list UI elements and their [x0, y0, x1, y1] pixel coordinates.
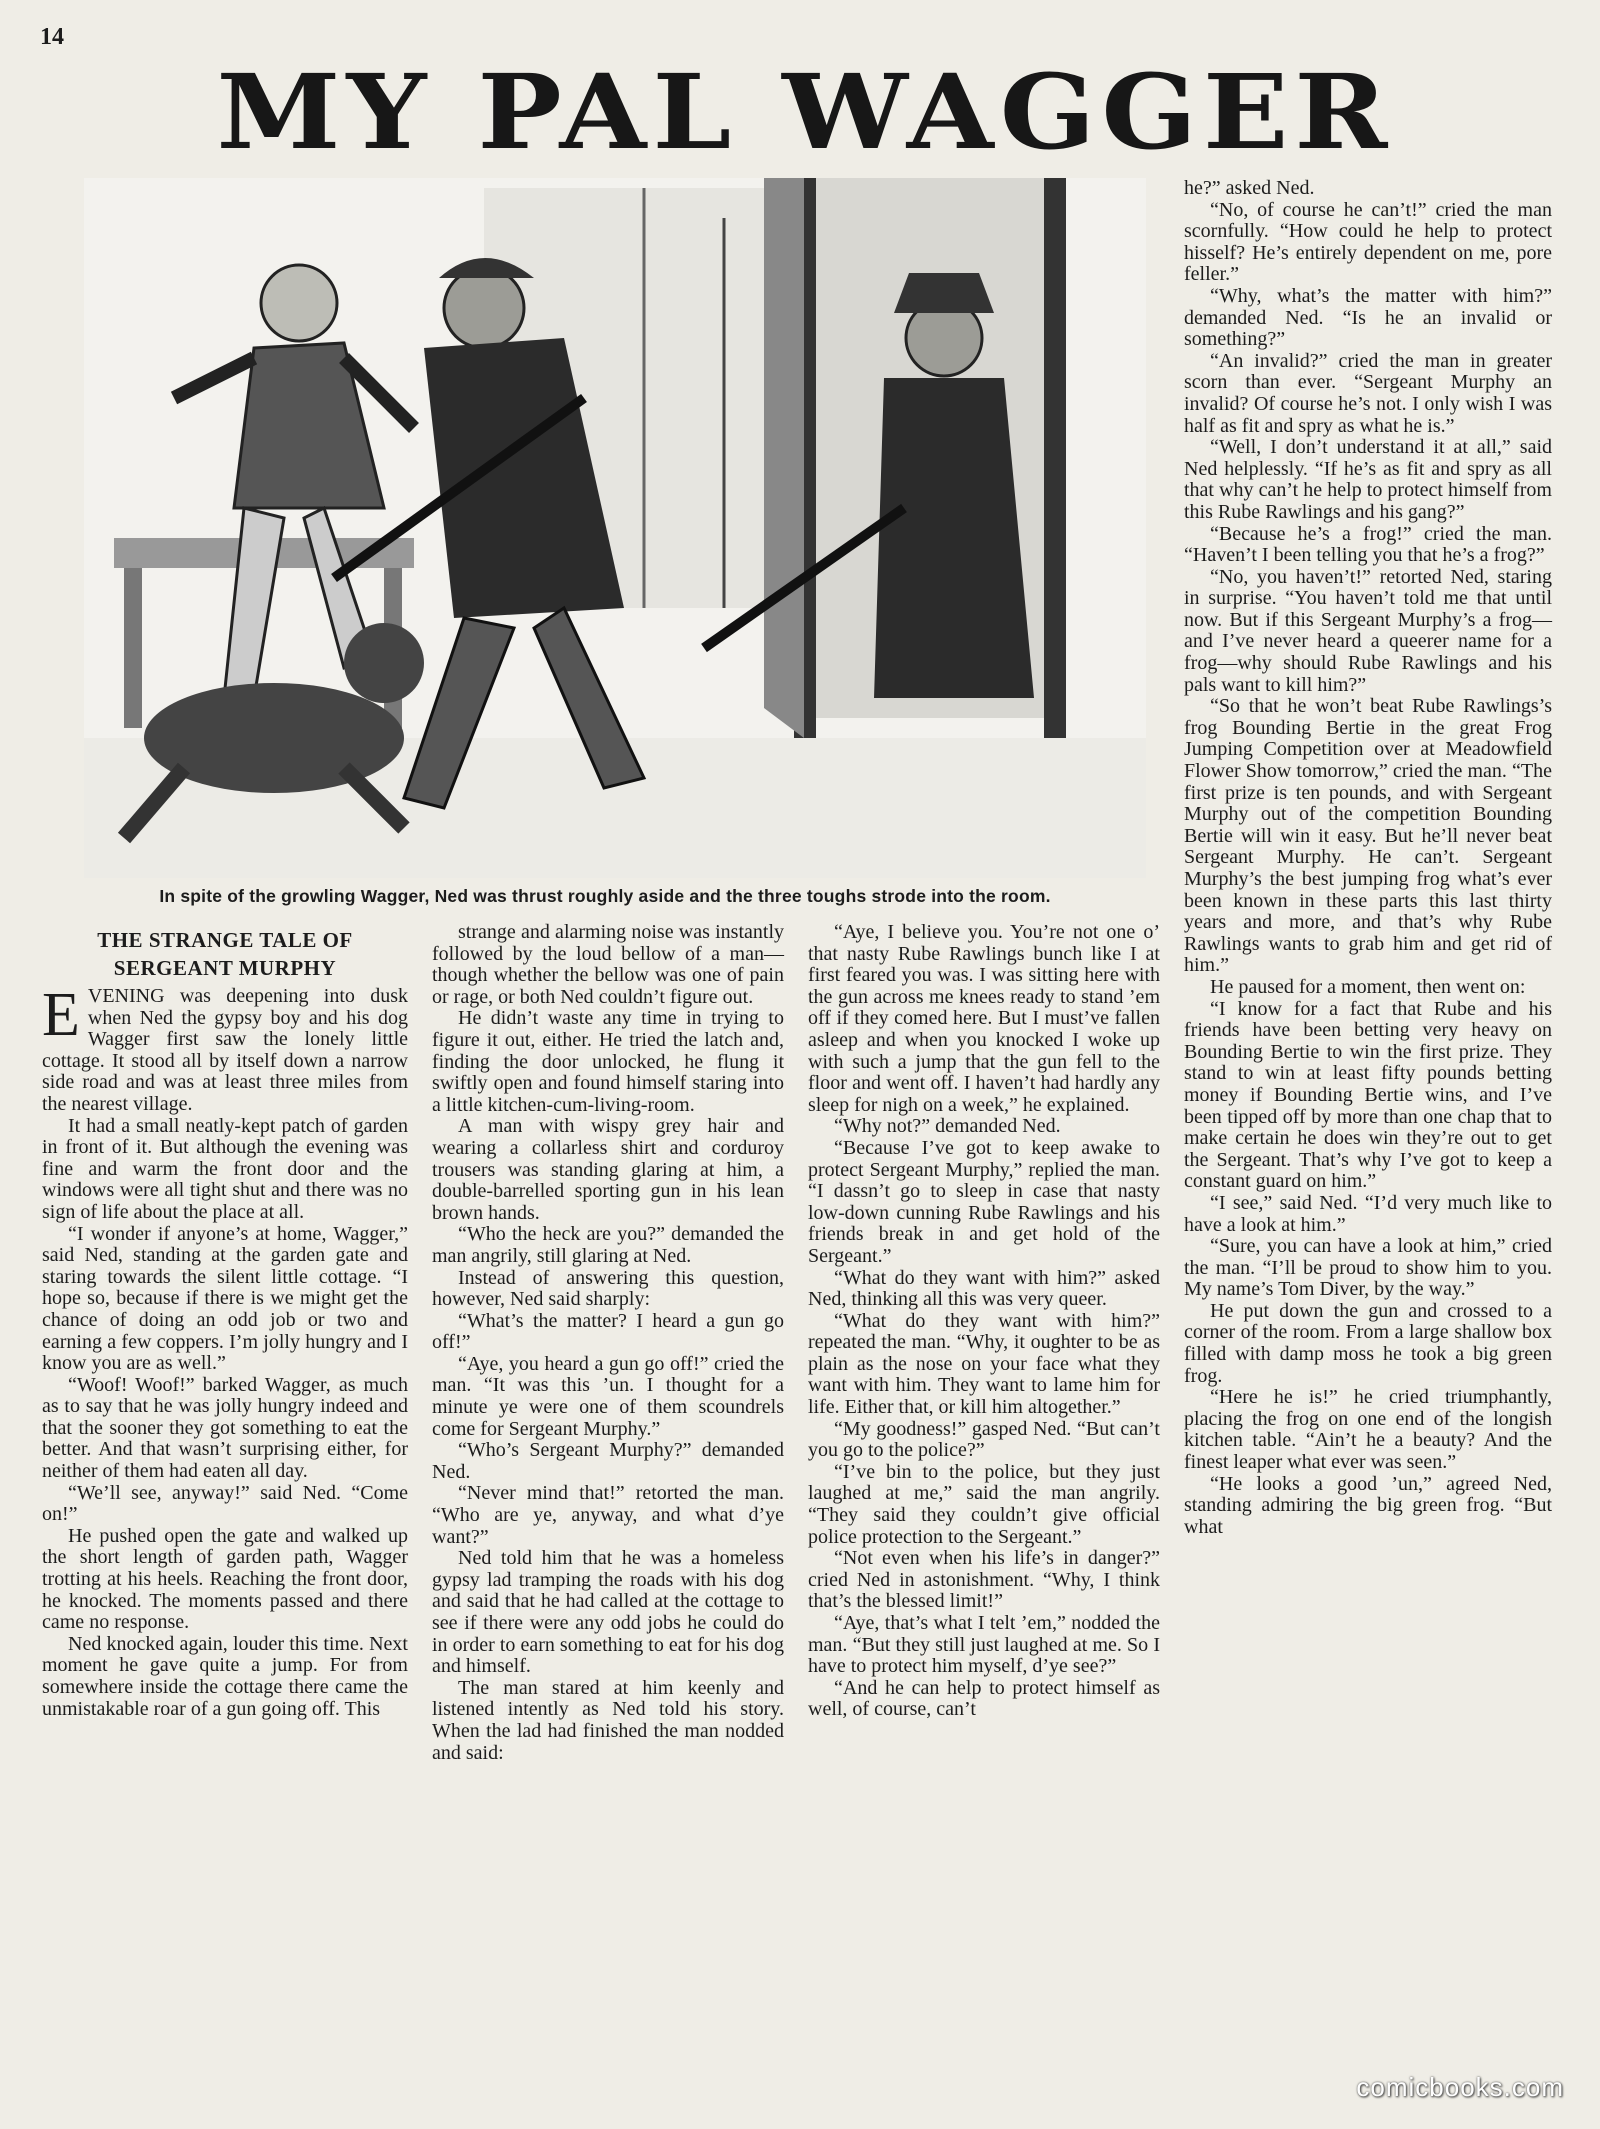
- story-paragraph: “Aye, that’s what I telt ’em,” nodded the man. “But they still just laughed at me. So I have to protect him myself, d’ye see?”: [808, 1612, 1160, 1678]
- story-paragraph: Ned knocked again, louder this time. Next moment he gave quite a jump. For from somewhere inside the cottage there came the unmistakable roar of a gun going off. This: [42, 1632, 408, 1720]
- opening-paragraph-text: VENING was deepening into dusk when Ned the gypsy boy and his dog Wagger first saw the lonely little cottage. It stood all by itself down a narrow side road and was at least three miles from the nearest village.: [42, 985, 408, 1115]
- story-paragraph: “What’s the matter? I heard a gun go off!”: [432, 1309, 784, 1354]
- story-paragraph: A man with wispy grey hair and wearing a collarless shirt and corduroy trousers was standing glaring at him, a double-barrelled sporting gun in his lean brown hands.: [432, 1115, 784, 1224]
- story-paragraph: “An invalid?” cried the man in greater scorn than ever. “Sergeant Murphy an invalid? Of course he’s not. I only wish I was half as fit and spry as what he is.”: [1184, 349, 1552, 437]
- illustration-caption: In spite of the growling Wagger, Ned was thrust roughly aside and the three toughs strode into the room.: [159, 886, 1051, 906]
- opening-paragraph: [42, 981, 408, 1116]
- story-paragraph: “He looks a good ’un,” agreed Ned, standing admiring the big green frog. “But what: [1184, 1472, 1552, 1538]
- story-paragraph: “And he can help to protect himself as well, of course, can’t: [808, 1676, 1160, 1721]
- story-paragraph: he?” asked Ned.: [1184, 177, 1315, 199]
- story-paragraph: Ned told him that he was a homeless gypsy lad tramping the roads with his dog and said that he had called at the cottage to see if there were any odd jobs he could do in order to earn something to eat for his dog and himself.: [432, 1547, 784, 1678]
- story-paragraph: “Because I’ve got to keep awake to protect Sergeant Murphy,” replied the man. “I dassn’t go to sleep in case that nasty low-down cunning Rube Rawlings and his friends break in and get hold of the Sergeant.”: [808, 1136, 1160, 1267]
- column-1-paragraphs: [42, 1116, 408, 1721]
- story-paragraph: “Why, what’s the matter with him?” demanded Ned. “Is he an invalid or something?”: [1184, 284, 1552, 351]
- story-paragraph: He pushed open the gate and walked up the short length of garden path, Wagger trotting at his heels. Reaching the front door, he knocked. The moments passed and there came no response.: [42, 1524, 408, 1634]
- story-paragraph: “No, of course he can’t!” cried the man scornfully. “How could he help to protect hisself? He’s entirely dependent on me, pore feller.”: [1184, 198, 1552, 286]
- story-paragraph: “Well, I don’t understand it at all,” said Ned helplessly. “If he’s as fit and spry as all that why can’t he help to protect himself from this Rube Rawlings and his gang?”: [1184, 436, 1552, 523]
- text-column-3: [808, 922, 1160, 1721]
- page-number: 14: [40, 24, 64, 50]
- drop-cap: E: [42, 981, 80, 1049]
- story-paragraph: “Because he’s a frog!” cried the man. “Haven’t I been telling you that he’s a frog?”: [1184, 522, 1552, 567]
- illustration-drawing: [84, 178, 1146, 878]
- story-illustration: [84, 178, 1146, 878]
- story-paragraph: “Woof! Woof!” barked Wagger, as much as to say that he was jolly hungry indeed and that the sooner they got something to eat the better. And that wasn’t surprising either, for neither of them had eaten all day.: [42, 1373, 408, 1483]
- text-column-1: [42, 922, 408, 1720]
- story-paragraph: The man stared at him keenly and listened intently as Ned told his story. When the lad had finished the man nodded and said:: [432, 1676, 784, 1764]
- section-heading-line-1: THE STRANGE TALE OF: [97, 928, 353, 952]
- story-paragraph: “I know for a fact that Rube and his friends have been betting very heavy on Bounding Bertie to win the first prize. They stand to win at least fifty pounds betting money if Bounding Bertie wins, and I’ve been tipped off by more than one chap that to make certain he does win they’re out to get the Sergeant. That’s why I’ve got to keep a constant guard on him.”: [1184, 997, 1552, 1193]
- story-paragraph: “I’ve bin to the police, but they just laughed at me,” said the man angrily. “They said they couldn’t give official police protection to the Sergeant.”: [808, 1460, 1160, 1548]
- story-paragraph: “I see,” said Ned. “I’d very much like to have a look at him.”: [1184, 1191, 1552, 1236]
- story-paragraph: “Who’s Sergeant Murphy?” demanded Ned.: [432, 1439, 784, 1483]
- story-paragraph: He put down the gun and crossed to a corner of the room. From a large shallow box filled with damp moss he took a big green frog.: [1184, 1299, 1552, 1387]
- text-column-4: [1184, 178, 1552, 1538]
- story-paragraph: “What do they want with him?” asked Ned, thinking all this was very queer.: [808, 1266, 1160, 1311]
- story-paragraph: “Why not?” demanded Ned.: [834, 1115, 1061, 1138]
- story-paragraph: He didn’t waste any time in trying to figure it out, either. He tried the latch and, finding the door unlocked, he flung it swiftly open and found himself staring into a little kitchen-cum-living-room.: [432, 1007, 784, 1116]
- story-paragraph: “Aye, I believe you. You’re not one o’ that nasty Rube Rawlings bunch like I at first feared you was. I was sitting here with the gun across me knees ready to stand ’em off if they comed here. But I must’ve fallen asleep and when you knocked I woke up with such a jump that the gun fell to the floor and went off. I haven’t had hardly any sleep for nigh on a week,” he explained.: [808, 921, 1160, 1116]
- story-paragraph: “Who the heck are you?” demanded the man angrily, still glaring at Ned.: [432, 1223, 784, 1267]
- story-paragraph: “I wonder if anyone’s at home, Wagger,” said Ned, standing at the garden gate and staring towards the silent little cottage. “I hope so, because if there is we might get the chance of doing an odd job or two and earning a few coppers. I’m jolly hungry and I know you are as well.”: [42, 1222, 408, 1375]
- story-paragraph: “So that he won’t beat Rube Rawlings’s frog Bounding Bertie in the great Frog Jumping Competition over at Meadowfield Flower Show tomorrow,” cried the man. “The first prize is ten pounds, and with Sergeant Murphy out of the competition Bounding Bertie will win it easy. But he’ll never beat Sergeant Murphy. He can’t. Sergeant Murphy’s the best jumping frog what’s ever been known in these parts this last thirty years and more, and that’s why Rube Rawlings wants to grab him and get rid of him.”: [1184, 695, 1552, 977]
- story-paragraph: “My goodness!” gasped Ned. “But can’t you go to the police?”: [808, 1417, 1160, 1462]
- watermark: comicbooks.com: [1356, 2072, 1564, 2102]
- story-paragraph: “No, you haven’t!” retorted Ned, staring in surprise. “You haven’t told me that until now. But if this Sergeant Murphy’s a frog—and I’ve never heard a queerer name for a frog—why should Rube Rawlings and his pals want to kill him?”: [1184, 565, 1552, 696]
- story-paragraph: Instead of answering this question, however, Ned said sharply:: [432, 1266, 784, 1311]
- story-paragraph: “What do they want with him?” repeated the man. “Why, it oughter to be as plain as the nose on your face what they want with him. They want to lame him for life. Either that, or kill him altogether.”: [808, 1309, 1160, 1419]
- story-paragraph: “Not even when his life’s in danger?” cried Ned in astonishment. “Why, I think that’s the blessed limit!”: [808, 1547, 1160, 1613]
- story-paragraph: “Here he is!” he cried triumphantly, placing the frog on one end of the longish kitchen table. “Ain’t he a beauty? And the finest leaper what ever was seen.”: [1184, 1386, 1552, 1474]
- story-paragraph: It had a small neatly-kept patch of garden in front of it. But although the evening was fine and warm the front door and the windows were all tight shut and there was no sign of life about the place at all.: [42, 1114, 408, 1223]
- story-paragraph: strange and alarming noise was instantly followed by the loud bellow of a man—though whether the bellow was one of pain or rage, or both Ned couldn’t figure out.: [432, 921, 784, 1008]
- story-paragraph: He paused for a moment, then went on:: [1210, 975, 1526, 998]
- story-paragraph: “Never mind that!” retorted the man. “Who are ye, anyway, and what d’ye want?”: [432, 1482, 784, 1548]
- text-column-2: [432, 922, 784, 1764]
- section-heading-line-2: SERGEANT MURPHY: [113, 956, 337, 980]
- story-title: MY PAL WAGGER: [216, 52, 1394, 173]
- story-paragraph: “We’ll see, anyway!” said Ned. “Come on!”: [42, 1481, 408, 1526]
- story-paragraph: “Aye, you heard a gun go off!” cried the man. “It was this ’un. I thought for a minute ye were one of them scoundrels come for Sergeant Murphy.”: [432, 1352, 784, 1440]
- story-paragraph: “Sure, you can have a look at him,” cried the man. “I’ll be proud to show him to you. My name’s Tom Diver, by the way.”: [1184, 1235, 1552, 1301]
- section-heading: [42, 926, 408, 982]
